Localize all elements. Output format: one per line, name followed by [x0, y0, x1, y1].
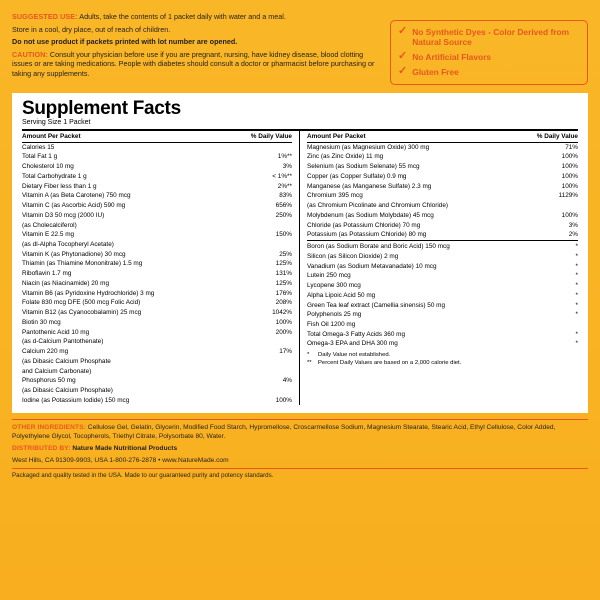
- nutrient-dv: 100%: [561, 163, 578, 171]
- table-row: [307, 330, 578, 340]
- claim-label: Gluten Free: [412, 66, 459, 77]
- nutrient-dv: *: [575, 330, 578, 338]
- nutrient-name: Vanadium (as Sodium Metavanadate) 10 mcg: [307, 262, 437, 270]
- nutrient-name: Vitamin K (as Phytonadione) 30 mcg: [22, 250, 126, 258]
- claim-label: No Synthetic Dyes - Color Derived from Natural Source: [412, 27, 570, 48]
- table-row: [22, 182, 292, 192]
- nutrient-dv: 2%: [568, 231, 578, 239]
- nutrient-name: Dietary Fiber less than 1 g: [22, 182, 97, 190]
- nutrient-dv: 1%**: [277, 153, 292, 161]
- table-row: [22, 308, 292, 318]
- table-row: [22, 172, 292, 182]
- claim-item: [398, 64, 580, 78]
- nutrient-name: Vitamin B6 (as Pyridoxine Hydrochloride) 3 mg: [22, 289, 155, 297]
- nutrient-name: Vitamin D3 50 mcg (2000 IU): [22, 211, 105, 219]
- footnotes: [307, 352, 578, 368]
- table-header-row: [22, 131, 292, 142]
- nutrient-dv: 208%: [275, 299, 292, 307]
- nutrient-name: (as Dibasic Calcium Phosphate: [22, 357, 111, 365]
- nutrient-dv: *: [575, 340, 578, 348]
- nutrient-name: Vitamin A (as Beta Carotene) 750 mcg: [22, 192, 131, 200]
- table-row: [307, 339, 578, 349]
- table-row: [307, 201, 578, 211]
- caution-text: Consult your physician before use if you are pregnant, nursing, have kidney disease, blood clotting issues or are taking medications. People with diabetes should consult a doctor or pharmacist before purchasing or taking any supplements.: [12, 49, 375, 78]
- nutrient-dv: *: [575, 262, 578, 270]
- serving-size: Serving Size 1 Packet: [22, 119, 91, 127]
- nutrient-name: Zinc (as Zinc Oxide) 11 mg: [307, 153, 384, 161]
- check-icon: ✓: [398, 64, 408, 77]
- facts-column-left: [22, 131, 300, 405]
- nutrient-dv: 656%: [275, 202, 292, 210]
- nutrient-name: Thiamin (as Thiamine Mononitrate) 1.5 mg: [22, 260, 143, 268]
- table-row: [22, 376, 292, 386]
- table-row: [22, 337, 292, 347]
- nutrient-name: Polyphenols 25 mg: [307, 311, 362, 319]
- nutrient-dv: *: [575, 282, 578, 290]
- suggested-use-paragraph: [12, 12, 382, 22]
- nutrient-name: Selenium (as Sodium Selenate) 55 mcg: [307, 163, 420, 171]
- nutrient-dv: [224, 240, 292, 250]
- header-daily-value: % Daily Value: [224, 131, 292, 142]
- nutrient-name: Green Tea leaf extract (Camellia sinensis) 50 mg: [307, 301, 446, 309]
- table-row: [22, 230, 292, 240]
- table-row: [307, 172, 578, 182]
- nutrient-dv: [224, 366, 292, 376]
- table-row: [22, 201, 292, 211]
- nutrient-dv: 131%: [275, 270, 292, 278]
- nutrient-name: Potassium (as Potassium Chloride) 80 mg: [307, 231, 427, 239]
- nutrient-name: Magnesium (as Magnesium Oxide) 300 mg: [307, 143, 430, 151]
- table-row: [22, 318, 292, 328]
- nutrient-dv: 25%: [279, 250, 292, 258]
- nutrient-dv: 100%: [561, 172, 578, 180]
- nutrient-name: Silicon (as Silicon Dioxide) 2 mg: [307, 252, 399, 260]
- nutrient-dv: 100%: [275, 396, 292, 404]
- nutrient-dv: [514, 320, 578, 330]
- nutrient-dv: 100%: [275, 318, 292, 326]
- table-row: [307, 142, 578, 152]
- nutrient-name: (as Cholecalciferol): [22, 221, 77, 229]
- table-row: [22, 386, 292, 396]
- header-amount: Amount Per Packet: [307, 131, 514, 142]
- address-text: West Hills, CA 91309-9903, USA 1-800-276-2878: [12, 456, 159, 464]
- nutrient-dv: 100%: [561, 153, 578, 161]
- supplement-facts-panel: [12, 93, 588, 414]
- nutrient-name: Vitamin B12 (as Cyanocobalamin) 25 mcg: [22, 309, 142, 317]
- nutrient-name: Molybdenum (as Sodium Molybdate) 45 mcg: [307, 211, 434, 219]
- table-row: [22, 289, 292, 299]
- table-row: [307, 230, 578, 240]
- nutrient-dv: *: [575, 243, 578, 251]
- nutrient-dv: 150%: [275, 231, 292, 239]
- bottom-panel: [12, 419, 588, 480]
- storage-text: Store in a cool, dry place, out of reach of children.: [12, 24, 171, 34]
- nutrient-table-left: [22, 131, 292, 405]
- nutrient-name: Alpha Lipoic Acid 50 mg: [307, 291, 376, 299]
- website-link[interactable]: • www.NatureMade.com: [158, 456, 229, 464]
- nutrient-name: and Calcium Carbonate): [22, 367, 92, 375]
- nutrient-dv: *: [575, 272, 578, 280]
- nutrient-name: Copper (as Copper Sulfate) 0.9 mg: [307, 172, 407, 180]
- nutrient-dv: 3%: [282, 163, 292, 171]
- table-row: [307, 291, 578, 301]
- nutrient-dv: 100%: [561, 211, 578, 219]
- header-amount: Amount Per Packet: [22, 131, 224, 142]
- caution-paragraph: [12, 50, 382, 79]
- suggested-use-label: SUGGESTED USE:: [12, 12, 78, 21]
- caution-label: CAUTION:: [12, 49, 48, 59]
- table-row: [307, 300, 578, 310]
- table-row: [307, 310, 578, 320]
- nutrient-name: Vitamin C (as Ascorbic Acid) 590 mg: [22, 202, 126, 210]
- table-row: [22, 211, 292, 221]
- nutrient-name: Phosphorus 50 mg: [22, 377, 76, 385]
- table-row: [307, 281, 578, 291]
- table-row: [307, 211, 578, 221]
- nutrient-name: Chromium 395 mcg: [307, 192, 363, 200]
- nutrient-dv: *: [575, 291, 578, 299]
- nutrient-name: Folate 830 mcg DFE (500 mcg Folic Acid): [22, 299, 141, 307]
- nutrient-table-right: [307, 131, 578, 349]
- table-row: [22, 250, 292, 260]
- table-header-row: [307, 131, 578, 142]
- nutrient-dv: 4%: [282, 377, 292, 385]
- nutrient-name: Calories 15: [22, 143, 55, 151]
- nutrient-dv: 125%: [275, 279, 292, 287]
- table-row: [22, 396, 292, 406]
- nutrient-name: Lutein 250 mcg: [307, 272, 351, 280]
- nutrient-dv: 83%: [279, 192, 292, 200]
- nutrient-name: (as Dibasic Calcium Phosphate): [22, 387, 113, 395]
- nutrient-name: Cholesterol 10 mg: [22, 163, 74, 171]
- nutrient-dv: [514, 201, 578, 211]
- nutrient-name: Riboflavin 1.7 mg: [22, 270, 72, 278]
- table-row: [307, 152, 578, 162]
- table-row: [22, 259, 292, 269]
- facts-columns: [22, 131, 578, 405]
- claim-label: No Artificial Flavors: [412, 51, 492, 62]
- nutrient-name: Iodine (as Potassium Iodide) 150 mcg: [22, 396, 130, 404]
- nutrient-dv: 1042%: [272, 309, 292, 317]
- nutrient-dv: 176%: [275, 289, 292, 297]
- nutrient-name: Fish Oil 1200 mg: [307, 320, 356, 328]
- nutrient-dv: 1129%: [558, 192, 578, 200]
- nutrient-dv: [224, 220, 292, 230]
- suggested-use-text: Adults, take the contents of 1 packet daily with water and a meal.: [77, 12, 286, 21]
- table-row: [22, 279, 292, 289]
- footnote-mark: **: [307, 360, 312, 367]
- nutrient-dv: 250%: [275, 211, 292, 219]
- claim-item: [398, 49, 580, 63]
- footnote-item: [307, 360, 578, 368]
- table-row: [22, 347, 292, 357]
- nutrient-name: (as d-Calcium Pantothenate): [22, 338, 104, 346]
- claim-item: [398, 27, 580, 48]
- usage-text-block: [12, 10, 382, 81]
- table-row: [307, 252, 578, 262]
- nutrient-dv: 125%: [275, 260, 292, 268]
- nutrient-name: Total Omega-3 Fatty Acids 360 mg: [307, 330, 406, 338]
- nutrient-dv: 71%: [565, 143, 578, 151]
- claims-box: [390, 20, 588, 85]
- table-row: [307, 271, 578, 281]
- check-icon: ✓: [398, 49, 408, 62]
- distributor-name: Nature Made Nutritional Products: [70, 444, 178, 452]
- distributed-by-label: DISTRIBUTED BY:: [12, 444, 71, 452]
- table-row: [307, 191, 578, 201]
- table-row: [22, 328, 292, 338]
- nutrient-dv: < 1%**: [272, 172, 292, 180]
- table-row: [22, 191, 292, 201]
- table-row: [22, 240, 292, 250]
- nutrient-dv: [224, 386, 292, 396]
- table-row: [307, 162, 578, 172]
- footnote-item: [307, 352, 578, 360]
- nutrient-dv: *: [575, 252, 578, 260]
- nutrient-name: Total Fat 1 g: [22, 153, 58, 161]
- nutrient-dv: 3%: [568, 221, 578, 229]
- table-row: [307, 320, 578, 330]
- nutrient-dv: 17%: [279, 348, 292, 356]
- table-row: [22, 162, 292, 172]
- table-row: [22, 357, 292, 367]
- nutrient-name: Boron (as Sodium Borate and Boric Acid) 150 mcg: [307, 243, 450, 251]
- nutrient-dv: [224, 357, 292, 367]
- top-panel: [12, 10, 588, 85]
- table-row: [22, 366, 292, 376]
- nutrient-name: (as dl-Alpha Tocopheryl Acetate): [22, 241, 114, 249]
- supplement-facts-title: Supplement Facts: [22, 97, 181, 119]
- nutrient-name: Omega-3 EPA and DHA 300 mg: [307, 340, 398, 348]
- table-row: [22, 220, 292, 230]
- header-daily-value: % Daily Value: [514, 131, 578, 142]
- table-row: [307, 220, 578, 230]
- nutrient-name: Chloride (as Potassium Chloride) 70 mg: [307, 221, 421, 229]
- nutrient-name: Pantothenic Acid 10 mg: [22, 328, 90, 336]
- footnote-text: Percent Daily Values are based on a 2,000 calorie diet.: [318, 360, 462, 367]
- nutrient-name: Lycopene 300 mcg: [307, 282, 361, 290]
- nutrient-name: Niacin (as Niacinamide) 20 mg: [22, 279, 110, 287]
- table-row: [307, 182, 578, 192]
- nutrient-dv: 200%: [275, 328, 292, 336]
- nutrient-name: (as Chromium Picolinate and Chromium Chloride): [307, 202, 448, 210]
- table-row: [307, 242, 578, 252]
- table-row: [307, 261, 578, 271]
- table-row: [22, 298, 292, 308]
- other-ingredients-paragraph: [12, 424, 588, 441]
- nutrient-name: Vitamin E 22.5 mg: [22, 231, 75, 239]
- nutrient-name: Total Carbohydrate 1 g: [22, 172, 87, 180]
- table-row: [22, 152, 292, 162]
- check-icon: ✓: [398, 25, 408, 37]
- footnote-mark: *: [307, 352, 310, 359]
- table-row: [22, 142, 292, 152]
- other-ingredients-text: Cellulose Gel, Gelatin, Glycerin, Modified Food Starch, Hypromellose, Croscarmellose Sodium, Magnesium Stearate, Stearic Acid, Ethyl Cellulose, Color Added, Polyethylene Glycol, Tocopherols, Triethyl Citrate, Polysorbate 80, Water.: [12, 424, 556, 441]
- quality-statement: Packaged and quality tested in the USA. Made to our guaranteed purity and potency standards.: [12, 468, 588, 480]
- nutrient-name: Calcium 220 mg: [22, 348, 69, 356]
- table-row: [22, 269, 292, 279]
- nutrient-name: Manganese (as Manganese Sulfate) 2.3 mg: [307, 182, 432, 190]
- nutrient-dv: 2%**: [277, 182, 292, 190]
- nutrient-name: Biotin 30 mcg: [22, 318, 61, 326]
- facts-column-right: [300, 131, 578, 405]
- nutrient-dv: *: [575, 301, 578, 309]
- distributed-by-paragraph: [12, 445, 588, 454]
- do-not-use-text: Do not use product if packets printed with lot number are opened.: [12, 37, 238, 47]
- footnote-text: Daily Value not established.: [318, 352, 391, 359]
- nutrient-dv: 100%: [561, 182, 578, 190]
- other-ingredients-label: OTHER INGREDIENTS:: [12, 424, 86, 432]
- nutrient-dv: [224, 142, 292, 152]
- nutrient-dv: *: [575, 311, 578, 319]
- nutrient-dv: [224, 337, 292, 347]
- address-paragraph: [12, 457, 588, 466]
